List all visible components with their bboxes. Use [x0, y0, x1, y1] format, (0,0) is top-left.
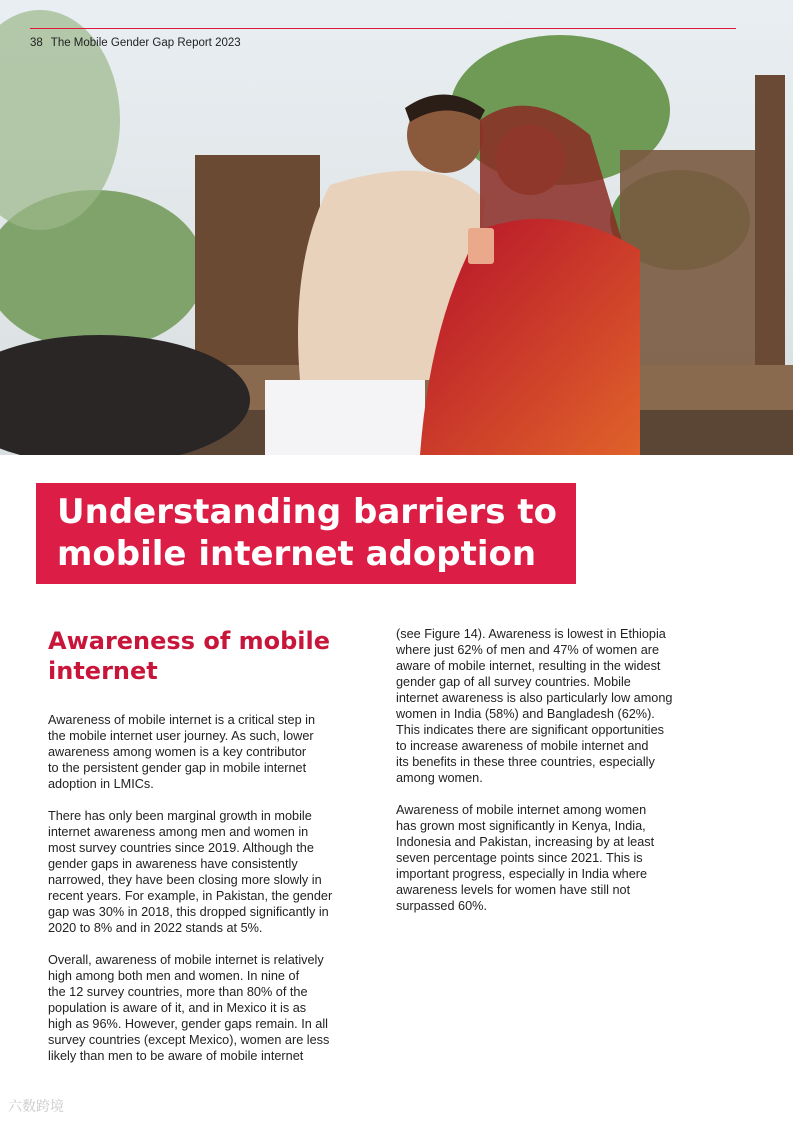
paragraph: There has only been marginal growth in mobile internet awareness among men and women in most survey countries since 2019. Although the gender gaps in awareness have consistently narrowed, they have been closing more slowly in recent years. For example, in Pakistan, the gender gap was 30% in 2018, this dropped significantly in 2020 to 8% and in 2022 stands at 5%.	[48, 809, 333, 935]
paragraph: (see Figure 14). Awareness is lowest in Ethiopia where just 62% of men and 47% of women are aware of mobile internet, resulting in the widest gender gap of all survey countries. Mobile internet awareness is also particularly low among women in India (58%) and Bangladesh (62%). This indicates there are significant opportunities to increase awareness of mobile internet and its benefits in these three countries, especially among women.	[396, 627, 673, 785]
subsection-title: Awareness of mobile internet	[48, 627, 331, 685]
paragraph: Awareness of mobile internet among women has grown most significantly in Kenya, India, Indonesia and Pakistan, increasing by at least seven percentage points since 2021. This is important progress, especially in India where awareness levels for women have still not surpassed 60%.	[396, 803, 655, 913]
report-title: The Mobile Gender Gap Report 2023	[50, 37, 241, 49]
watermark-logo: 六数跨境	[8, 1098, 64, 1114]
page-number: 38	[30, 37, 43, 49]
photo-couple-smartphone-icon	[0, 0, 793, 455]
paragraph: Overall, awareness of mobile internet is relatively high among both men and women. In nine of the 12 survey countries, more than 80% of the population is aware of it, and in Mexico it is as high as 96%. However, gender gaps remain. In all survey countries (except Mexico), women are less likely than men to be aware of mobile internet	[48, 953, 330, 1063]
section-title-banner	[36, 483, 576, 584]
hero-photo	[0, 0, 793, 455]
left-column	[48, 626, 380, 1080]
paragraph: Awareness of mobile internet is a critical step in the mobile internet user journey. As such, lower awareness among women is a key contributor to the persistent gender gap in mobile internet adoption in LMICs.	[48, 713, 316, 791]
header-rule	[30, 28, 736, 29]
running-header	[30, 37, 241, 49]
right-column	[396, 626, 731, 930]
section-title: Understanding barriers to mobile internet adoption	[57, 492, 557, 574]
